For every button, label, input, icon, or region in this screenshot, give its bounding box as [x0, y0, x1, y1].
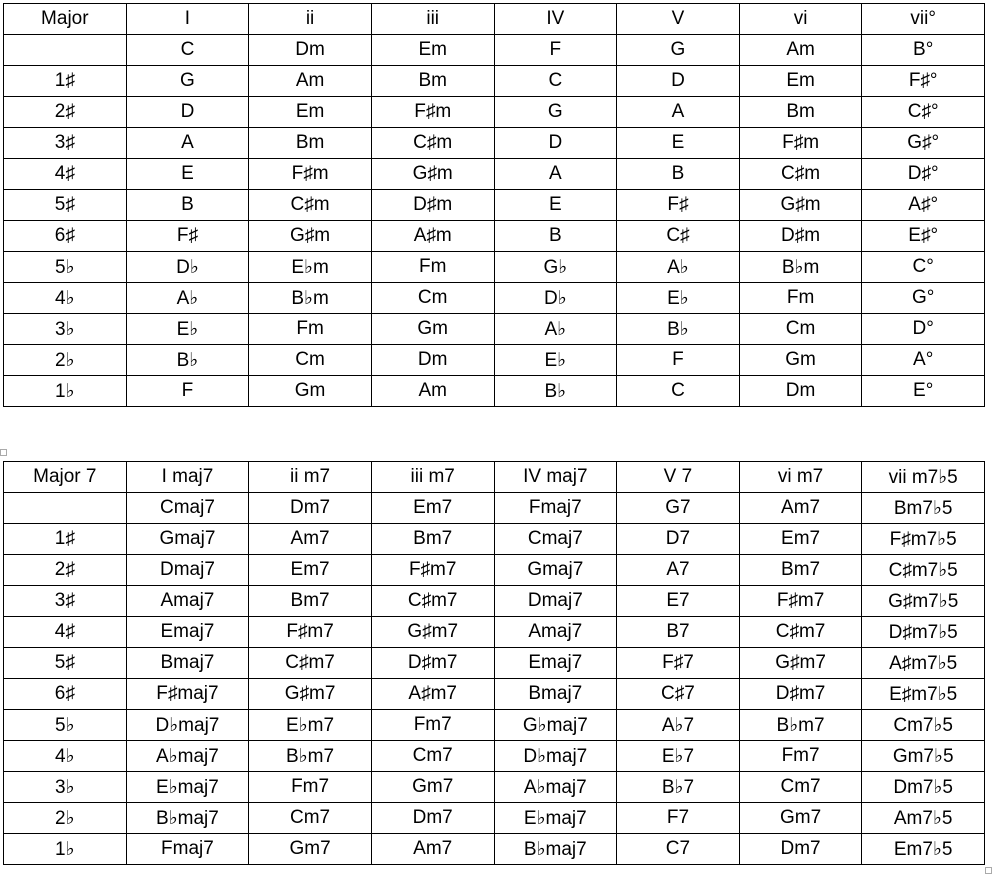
chord-cell[interactable]: C° — [862, 252, 985, 283]
chord-cell[interactable]: G7 — [617, 493, 740, 524]
chord-cell[interactable]: E♭ — [494, 345, 617, 376]
table-anchor-marker[interactable] — [0, 449, 7, 456]
key-signature-cell[interactable]: 1♭ — [4, 376, 127, 407]
chord-cell[interactable]: Am7 — [371, 834, 494, 865]
chord-cell[interactable]: Fmaj7 — [126, 834, 249, 865]
chord-cell[interactable]: B♭7 — [617, 772, 740, 803]
chord-cell[interactable]: D♯m7 — [371, 648, 494, 679]
chord-cell[interactable]: D — [126, 97, 249, 128]
chord-cell[interactable]: G♯m7 — [249, 679, 372, 710]
chord-cell[interactable]: A♭maj7 — [494, 772, 617, 803]
chord-cell[interactable]: F♯° — [862, 66, 985, 97]
table-row — [4, 345, 985, 376]
chord-cell[interactable]: Gm — [739, 345, 862, 376]
chord-cell[interactable]: Fm7 — [371, 710, 494, 741]
table-row — [4, 314, 985, 345]
chord-cell[interactable]: B♭m7 — [249, 741, 372, 772]
chord-cell[interactable]: Gmaj7 — [494, 555, 617, 586]
header-cell[interactable]: V — [617, 4, 740, 35]
chord-cell[interactable]: E♭m7 — [249, 710, 372, 741]
table-row — [4, 97, 985, 128]
chord-cell[interactable]: Fm — [739, 283, 862, 314]
chord-cell[interactable]: B — [494, 221, 617, 252]
key-signature-cell[interactable]: 2♯ — [4, 555, 127, 586]
chord-cell[interactable]: Em7 — [249, 555, 372, 586]
chord-cell[interactable]: F♯m — [739, 128, 862, 159]
chord-cell[interactable]: E♯m7♭5 — [862, 679, 985, 710]
chord-cell[interactable]: A♯m7♭5 — [862, 648, 985, 679]
chord-cell[interactable]: Dm — [739, 376, 862, 407]
chord-cell[interactable]: Am7 — [739, 493, 862, 524]
chord-cell[interactable]: G — [494, 97, 617, 128]
header-cell[interactable]: ii — [249, 4, 372, 35]
chord-cell[interactable]: C — [126, 35, 249, 66]
key-signature-cell[interactable]: 5♭ — [4, 710, 127, 741]
chord-cell[interactable]: Emaj7 — [126, 617, 249, 648]
table-row — [4, 35, 985, 66]
chord-cell[interactable]: Cmaj7 — [126, 493, 249, 524]
chord-cell[interactable]: Dm7 — [249, 493, 372, 524]
chord-cell[interactable]: Bmaj7 — [126, 648, 249, 679]
chord-cell[interactable]: C♯m — [739, 159, 862, 190]
chord-cell[interactable]: D♯m7♭5 — [862, 617, 985, 648]
key-signature-cell[interactable]: 2♯ — [4, 97, 127, 128]
table-row — [4, 648, 985, 679]
chord-cell[interactable]: Gm7 — [739, 803, 862, 834]
key-signature-cell[interactable]: 2♭ — [4, 345, 127, 376]
chord-cell[interactable]: C♯m7 — [739, 617, 862, 648]
chord-cell[interactable]: D — [494, 128, 617, 159]
chord-cell[interactable]: Gm7 — [371, 772, 494, 803]
chord-cell[interactable]: E♭m — [249, 252, 372, 283]
chord-cell[interactable]: E7 — [617, 586, 740, 617]
chord-cell[interactable]: Dm — [371, 345, 494, 376]
chord-cell[interactable]: G♭ — [494, 252, 617, 283]
table-row — [4, 252, 985, 283]
chord-cell[interactable]: Em — [371, 35, 494, 66]
chord-cell[interactable]: A° — [862, 345, 985, 376]
chord-cell[interactable]: F♯maj7 — [126, 679, 249, 710]
chord-cell[interactable]: Em7 — [371, 493, 494, 524]
chord-cell[interactable]: B — [126, 190, 249, 221]
chord-cell[interactable]: Am7 — [249, 524, 372, 555]
chord-cell[interactable]: A♯m — [371, 221, 494, 252]
chord-cell[interactable]: D♯° — [862, 159, 985, 190]
chord-cell[interactable]: C♯m — [371, 128, 494, 159]
chord-cell[interactable]: C7 — [617, 834, 740, 865]
chord-cell[interactable]: Cm7 — [371, 741, 494, 772]
key-signature-cell[interactable]: 4♯ — [4, 617, 127, 648]
chord-cell[interactable]: D♯m — [739, 221, 862, 252]
key-signature-cell[interactable]: 4♯ — [4, 159, 127, 190]
chord-cell[interactable]: Fm7 — [739, 741, 862, 772]
table-row — [4, 741, 985, 772]
table-row — [4, 524, 985, 555]
chord-cell[interactable]: Emaj7 — [494, 648, 617, 679]
chord-cell[interactable]: B♭ — [126, 345, 249, 376]
chord-cell[interactable]: Cm7 — [739, 772, 862, 803]
chord-cell[interactable]: B♭m — [739, 252, 862, 283]
chord-cell[interactable]: Gm7♭5 — [862, 741, 985, 772]
chord-cell[interactable]: G♯m7 — [739, 648, 862, 679]
chord-cell[interactable]: F♯ — [126, 221, 249, 252]
chord-cell[interactable]: C — [494, 66, 617, 97]
table-row — [4, 66, 985, 97]
chord-cell[interactable]: Dm7 — [371, 803, 494, 834]
chord-cell[interactable]: E♭maj7 — [494, 803, 617, 834]
chord-cell[interactable]: Bm — [249, 128, 372, 159]
key-signature-cell[interactable]: 2♭ — [4, 803, 127, 834]
chord-cell[interactable]: F♯ — [617, 190, 740, 221]
chord-cell[interactable]: D♭ — [494, 283, 617, 314]
chord-cell[interactable]: E♭7 — [617, 741, 740, 772]
chord-cell[interactable]: E — [126, 159, 249, 190]
chord-cell[interactable]: Bm7 — [739, 555, 862, 586]
chord-cell[interactable]: E — [617, 128, 740, 159]
chord-cell[interactable]: Bm — [371, 66, 494, 97]
key-signature-cell[interactable]: 4♭ — [4, 741, 127, 772]
chord-cell[interactable]: G° — [862, 283, 985, 314]
chord-cell[interactable]: Dm — [249, 35, 372, 66]
header-cell[interactable]: Major — [4, 4, 127, 35]
chord-cell[interactable]: F♯m — [371, 97, 494, 128]
table-row — [4, 555, 985, 586]
header-cell[interactable]: iii — [371, 4, 494, 35]
chord-cell[interactable]: G — [617, 35, 740, 66]
table-row — [4, 376, 985, 407]
chord-cell[interactable]: Bm7♭5 — [862, 493, 985, 524]
table-row — [4, 710, 985, 741]
key-signature-cell[interactable] — [4, 35, 127, 66]
chord-cell[interactable]: A♭ — [126, 283, 249, 314]
chord-cell[interactable]: Dmaj7 — [494, 586, 617, 617]
key-signature-cell[interactable]: 5♭ — [4, 252, 127, 283]
chord-cell[interactable]: D7 — [617, 524, 740, 555]
key-signature-cell[interactable]: 6♯ — [4, 679, 127, 710]
chord-cell[interactable]: B♭maj7 — [494, 834, 617, 865]
chord-cell[interactable]: G♯m — [249, 221, 372, 252]
table-header-row — [4, 4, 985, 35]
header-cell[interactable]: vi m7 — [739, 462, 862, 493]
key-signature-cell[interactable]: 6♯ — [4, 221, 127, 252]
chord-cell[interactable]: Bm7 — [249, 586, 372, 617]
chord-cell[interactable]: A♯° — [862, 190, 985, 221]
chord-cell[interactable]: Gmaj7 — [126, 524, 249, 555]
chord-cell[interactable]: A♯m7 — [371, 679, 494, 710]
chord-cell[interactable]: F — [126, 376, 249, 407]
chord-cell[interactable]: E♭ — [617, 283, 740, 314]
chord-cell[interactable]: F — [494, 35, 617, 66]
chord-cell[interactable]: E° — [862, 376, 985, 407]
chord-cell[interactable]: D♯m — [371, 190, 494, 221]
chord-cell[interactable]: Cm — [371, 283, 494, 314]
chord-cell[interactable]: G♭maj7 — [494, 710, 617, 741]
chord-cell[interactable]: A — [617, 97, 740, 128]
chord-cell[interactable]: G♯m — [739, 190, 862, 221]
chord-cell[interactable]: F♯m7 — [249, 617, 372, 648]
chord-cell[interactable]: B7 — [617, 617, 740, 648]
chord-cell[interactable]: Cmaj7 — [494, 524, 617, 555]
table-row — [4, 493, 985, 524]
chord-cell[interactable]: A — [494, 159, 617, 190]
header-cell[interactable]: Major 7 — [4, 462, 127, 493]
table-row — [4, 221, 985, 252]
chord-cell[interactable]: G — [126, 66, 249, 97]
chord-cell[interactable]: B♭m7 — [739, 710, 862, 741]
chord-cell[interactable]: Bmaj7 — [494, 679, 617, 710]
chord-cell[interactable]: Em7♭5 — [862, 834, 985, 865]
chord-cell[interactable]: Cm7♭5 — [862, 710, 985, 741]
chord-cell[interactable]: C♯m7 — [249, 648, 372, 679]
chord-cell[interactable]: Fm — [249, 314, 372, 345]
table-row — [4, 834, 985, 865]
chord-cell[interactable]: C♯° — [862, 97, 985, 128]
chord-cell[interactable]: F♯m7♭5 — [862, 524, 985, 555]
chord-cell[interactable]: E♭ — [126, 314, 249, 345]
chord-cell[interactable]: Dmaj7 — [126, 555, 249, 586]
chord-cell[interactable]: Cm — [739, 314, 862, 345]
chord-cell[interactable]: A♭ — [617, 252, 740, 283]
chord-cell[interactable]: D♭ — [126, 252, 249, 283]
chord-cell[interactable]: Gm — [249, 376, 372, 407]
key-signature-cell[interactable]: 1♭ — [4, 834, 127, 865]
chord-cell[interactable]: C♯m7 — [371, 586, 494, 617]
chord-cell[interactable]: Amaj7 — [494, 617, 617, 648]
chord-cell[interactable]: G♯m7 — [371, 617, 494, 648]
chord-cell[interactable]: E♭maj7 — [126, 772, 249, 803]
table-row — [4, 617, 985, 648]
chord-cell[interactable]: D♭maj7 — [494, 741, 617, 772]
chord-cell[interactable]: B♭m — [249, 283, 372, 314]
key-signature-cell[interactable]: 3♭ — [4, 314, 127, 345]
chord-cell[interactable]: Dm7♭5 — [862, 772, 985, 803]
chord-cell[interactable]: Gm — [371, 314, 494, 345]
chord-cell[interactable]: G♯m7♭5 — [862, 586, 985, 617]
chord-cell[interactable]: Bm7 — [371, 524, 494, 555]
chord-cell[interactable]: Dm7 — [739, 834, 862, 865]
table-row — [4, 283, 985, 314]
chord-cell[interactable]: B° — [862, 35, 985, 66]
key-signature-cell[interactable]: 4♭ — [4, 283, 127, 314]
header-cell[interactable]: V 7 — [617, 462, 740, 493]
chord-cell[interactable]: B — [617, 159, 740, 190]
chord-cell[interactable]: B♭maj7 — [126, 803, 249, 834]
chord-cell[interactable]: Am — [739, 35, 862, 66]
chord-cell[interactable]: C♯ — [617, 221, 740, 252]
chord-cell[interactable]: Em — [739, 66, 862, 97]
header-cell[interactable]: vii m7♭5 — [862, 462, 985, 493]
key-signature-cell[interactable]: 1♯ — [4, 66, 127, 97]
chord-cell[interactable]: A7 — [617, 555, 740, 586]
table-header-row — [4, 462, 985, 493]
key-signature-cell[interactable]: 1♯ — [4, 524, 127, 555]
chord-cell[interactable]: A♭maj7 — [126, 741, 249, 772]
chord-cell[interactable]: A♭ — [494, 314, 617, 345]
chord-cell[interactable]: Cm — [249, 345, 372, 376]
chord-cell[interactable]: A♭7 — [617, 710, 740, 741]
major-seventh-chords-table — [3, 461, 985, 865]
key-signature-cell[interactable]: 5♯ — [4, 648, 127, 679]
table-row — [4, 128, 985, 159]
chord-cell[interactable]: G♯m — [371, 159, 494, 190]
key-signature-cell[interactable]: 3♯ — [4, 586, 127, 617]
chord-cell[interactable]: B♭ — [494, 376, 617, 407]
header-cell[interactable]: I maj7 — [126, 462, 249, 493]
key-signature-cell[interactable] — [4, 493, 127, 524]
chord-cell[interactable]: D — [617, 66, 740, 97]
chord-cell[interactable]: F♯7 — [617, 648, 740, 679]
chord-cell[interactable]: F♯m — [249, 159, 372, 190]
chord-cell[interactable]: C♯m — [249, 190, 372, 221]
key-signature-cell[interactable]: 3♭ — [4, 772, 127, 803]
header-cell[interactable]: I — [126, 4, 249, 35]
major-chords-table — [3, 3, 985, 407]
table-row — [4, 772, 985, 803]
chord-cell[interactable]: Bm — [739, 97, 862, 128]
chord-cell[interactable]: B♭ — [617, 314, 740, 345]
chord-cell[interactable]: Am7♭5 — [862, 803, 985, 834]
chord-cell[interactable]: Am — [249, 66, 372, 97]
chord-cell[interactable]: Gm7 — [249, 834, 372, 865]
chord-cell[interactable]: G♯° — [862, 128, 985, 159]
chord-cell[interactable]: Cm7 — [249, 803, 372, 834]
table-row — [4, 803, 985, 834]
header-cell[interactable]: IV — [494, 4, 617, 35]
chord-cell[interactable]: Em7 — [739, 524, 862, 555]
chord-cell[interactable]: Em — [249, 97, 372, 128]
header-cell[interactable]: ii m7 — [249, 462, 372, 493]
chord-cell[interactable]: Fm — [371, 252, 494, 283]
header-cell[interactable]: IV maj7 — [494, 462, 617, 493]
key-signature-cell[interactable]: 5♯ — [4, 190, 127, 221]
chord-cell[interactable]: Fmaj7 — [494, 493, 617, 524]
chord-cell[interactable]: F7 — [617, 803, 740, 834]
chord-cell[interactable]: A — [126, 128, 249, 159]
chord-cell[interactable]: C♯7 — [617, 679, 740, 710]
table-row — [4, 190, 985, 221]
chord-cell[interactable]: D♯m7 — [739, 679, 862, 710]
chord-cell[interactable]: E — [494, 190, 617, 221]
chord-cell[interactable]: F — [617, 345, 740, 376]
chord-cell[interactable]: Am — [371, 376, 494, 407]
chord-cell[interactable]: C♯m7♭5 — [862, 555, 985, 586]
chord-cell[interactable]: Fm7 — [249, 772, 372, 803]
chord-cell[interactable]: F♯m7 — [371, 555, 494, 586]
chord-cell[interactable]: Amaj7 — [126, 586, 249, 617]
header-cell[interactable]: iii m7 — [371, 462, 494, 493]
chord-cell[interactable]: D° — [862, 314, 985, 345]
table-row — [4, 159, 985, 190]
header-cell[interactable]: vii° — [862, 4, 985, 35]
table-row — [4, 679, 985, 710]
header-cell[interactable]: vi — [739, 4, 862, 35]
key-signature-cell[interactable]: 3♯ — [4, 128, 127, 159]
chord-cell[interactable]: F♯m7 — [739, 586, 862, 617]
chord-cell[interactable]: C — [617, 376, 740, 407]
chord-cell[interactable]: D♭maj7 — [126, 710, 249, 741]
table-resize-handle[interactable] — [985, 867, 992, 874]
table-row — [4, 586, 985, 617]
chord-cell[interactable]: E♯° — [862, 221, 985, 252]
